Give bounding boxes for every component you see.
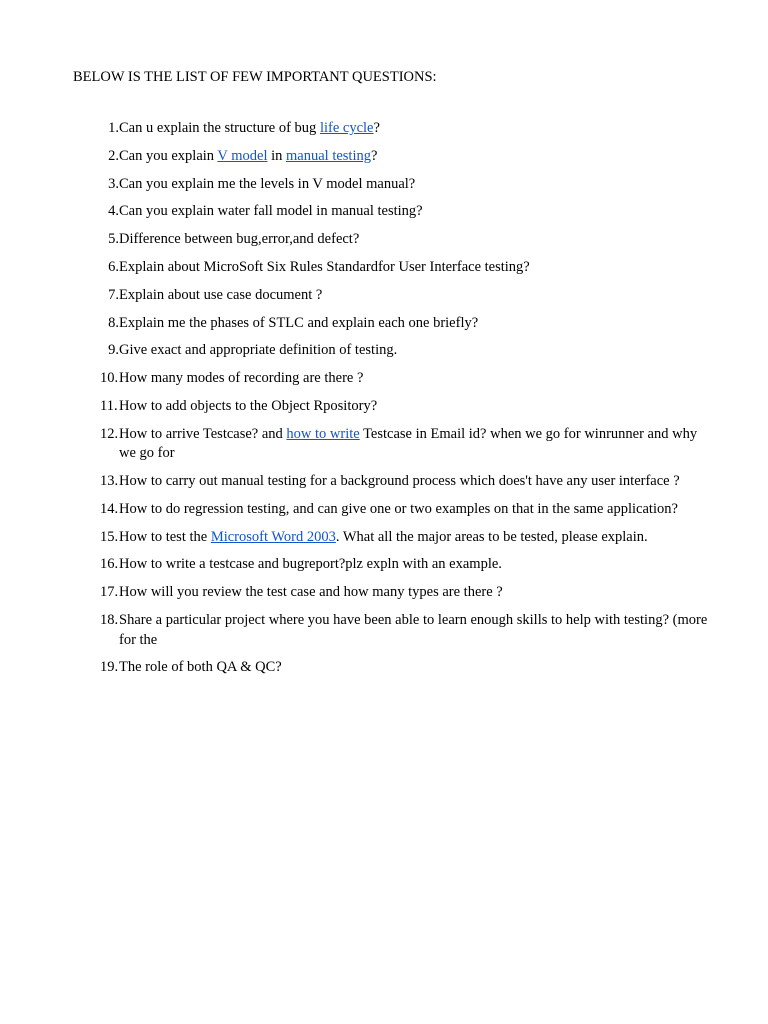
list-item-number: 9. xyxy=(108,342,119,359)
question-text: ? xyxy=(370,147,378,164)
list-item xyxy=(73,286,713,306)
list-item xyxy=(73,369,713,389)
list-item-number: 11. xyxy=(100,397,118,414)
list-item-number: 17. xyxy=(100,584,119,601)
hyperlink[interactable]: Microsoft Word 2003 xyxy=(210,528,336,545)
list-item-number: 14. xyxy=(100,500,119,517)
list-item xyxy=(73,583,713,603)
list-item-number: 3. xyxy=(108,175,119,192)
question-text: How to test the xyxy=(119,528,211,545)
list-item-number: 6. xyxy=(108,258,119,275)
list-item-number: 15. xyxy=(100,528,119,545)
list-item-number: 5. xyxy=(108,231,119,248)
question-text: Can u explain the structure of bug xyxy=(119,120,320,136)
list-item xyxy=(73,119,713,139)
question-text: How will you review the test case and how many types are there ? xyxy=(119,584,503,601)
question-text: How many modes of recording are there ? xyxy=(119,370,364,387)
question-text: How to carry out manual testing for a background process which does't have any user interface ? xyxy=(119,473,680,490)
list-item-number: 7. xyxy=(108,286,119,303)
list-item xyxy=(73,555,713,575)
question-text: in xyxy=(267,147,287,164)
list-item xyxy=(73,658,713,678)
list-item-number: 1. xyxy=(108,120,119,136)
list-item xyxy=(73,202,713,222)
list-item-number: 10. xyxy=(100,370,119,387)
question-text: Can you explain me the levels in V model manual? xyxy=(119,175,416,192)
question-text: Give exact and appropriate definition of testing. xyxy=(119,342,398,359)
list-item xyxy=(73,314,713,334)
list-item xyxy=(73,230,713,250)
question-text: How to arrive Testcase? and xyxy=(119,425,287,442)
list-item xyxy=(73,611,713,650)
question-text: Testcase in Email id? when we go for winrunner and why we go for xyxy=(119,425,698,462)
list-item xyxy=(73,472,713,492)
list-item-number: 2. xyxy=(108,147,119,164)
question-text: Difference between bug,error,and defect? xyxy=(119,231,360,248)
list-item-number: 8. xyxy=(108,314,119,331)
question-text: Share a particular project where you have been able to learn enough skills to help with testing? (more for the xyxy=(119,612,708,648)
hyperlink[interactable]: manual testing xyxy=(286,147,371,164)
list-item-number: 13. xyxy=(100,473,119,490)
list-item xyxy=(73,528,713,548)
list-item xyxy=(73,258,713,278)
document-heading: BELOW IS THE LIST OF FEW IMPORTANT QUESTIONS: xyxy=(73,69,437,85)
question-text: Explain about use case document ? xyxy=(119,286,323,303)
list-item-number: 12. xyxy=(100,425,119,442)
hyperlink[interactable]: how to write xyxy=(286,425,360,442)
list-item xyxy=(73,500,713,520)
question-text: The role of both QA & QC? xyxy=(119,659,282,676)
list-item xyxy=(73,175,713,195)
question-text: Explain about MicroSoft Six Rules Standardfor User Interface testing? xyxy=(119,258,530,275)
list-item xyxy=(73,425,713,464)
list-item-number: 19. xyxy=(100,659,119,676)
list-item-number: 4. xyxy=(108,203,119,220)
list-item-number: 18. xyxy=(100,612,119,629)
list-item xyxy=(73,397,713,417)
hyperlink[interactable]: life cycle xyxy=(319,120,374,136)
question-text: How to add objects to the Object Rpository? xyxy=(119,397,378,414)
list-item xyxy=(73,341,713,361)
question-text: How to write a testcase and bugreport?plz expln with an example. xyxy=(119,556,502,573)
question-text: ? xyxy=(373,120,380,136)
hyperlink[interactable]: V model xyxy=(217,147,268,164)
list-item xyxy=(73,147,713,167)
list-item-number: 16. xyxy=(100,556,119,573)
question-text: How to do regression testing, and can give one or two examples on that in the same application? xyxy=(119,500,678,517)
question-text: . What all the major areas to be tested, please explain. xyxy=(335,528,648,545)
question-list xyxy=(73,119,713,686)
question-text: Explain me the phases of STLC and explain each one briefly? xyxy=(119,314,479,331)
question-text: Can you explain xyxy=(119,147,218,164)
question-text: Can you explain water fall model in manual testing? xyxy=(119,203,423,220)
